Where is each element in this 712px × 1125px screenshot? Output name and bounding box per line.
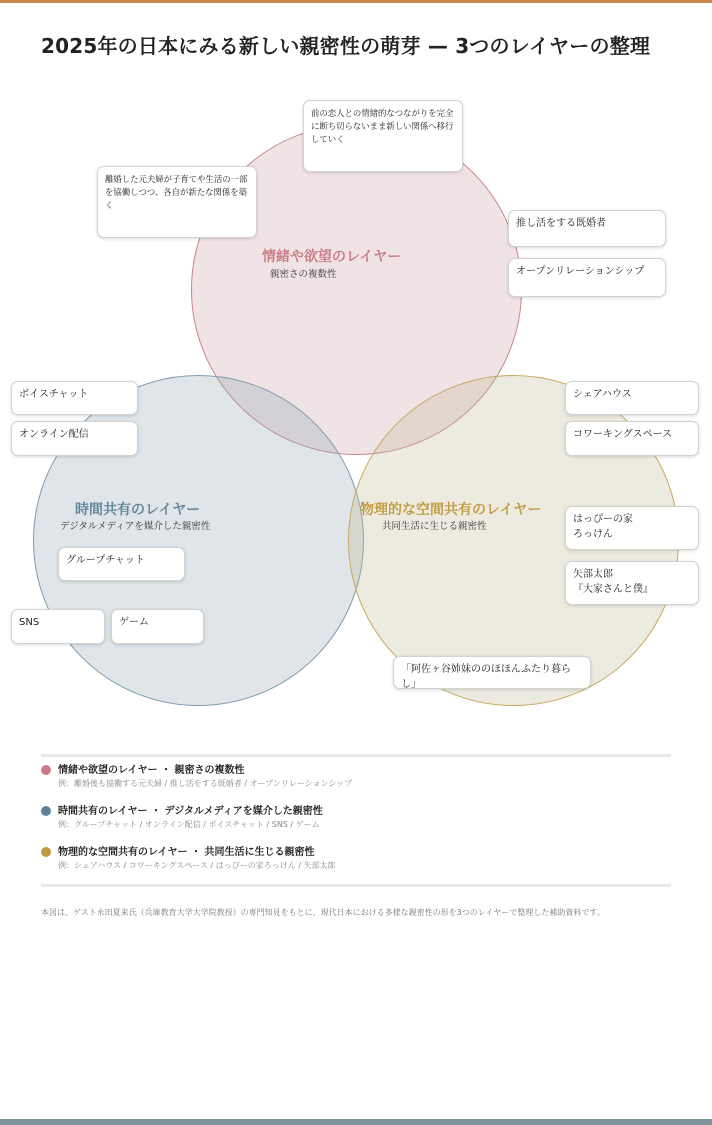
legend-time-examples: 例：グループチャット / オンライン配信 / ボイスチャット / SNS / ゲーム <box>58 820 320 829</box>
legend-dot-space <box>41 847 51 857</box>
legend-dot-time <box>41 806 51 816</box>
item-online-streaming: オンライン配信 <box>11 421 138 456</box>
item-oshi-katsu: 推し活をする既婚者 <box>508 210 666 247</box>
page-title: 2025年の日本にみる新しい親密性の萌芽 — 3つのレイヤーの整理 <box>41 34 651 58</box>
bottom-bar <box>0 1119 712 1125</box>
legend-emotion-examples: 例：離婚後も協働する元夫婦 / 推し活をする既婚者 / オープンリレーションシップ <box>58 779 353 788</box>
legend-top-divider <box>41 754 671 757</box>
top-accent-bar <box>0 0 712 3</box>
item-ex-lover: 前の恋人との情緒的なつながりを完全に断ち切らないまま新しい関係へ移行していく <box>303 100 463 172</box>
item-asagaya-sisters: 「阿佐ヶ谷姉妹ののほほんふたり暮らし」 <box>393 656 591 689</box>
time-layer-title: 時間共有のレイヤー <box>75 502 201 518</box>
emotion-layer-title: 情緒や欲望のレイヤー <box>262 249 402 265</box>
emotion-layer-subtitle: 親密さの複数性 <box>270 269 337 280</box>
footnote: 本図は、ゲスト永田夏来氏（兵庫教育大学大学院教授）の専門知見をもとに、現代日本における多様な親密性の形を3つのレイヤーで整理した補助資料です。 <box>41 908 605 917</box>
item-yabe-taro: 矢部太郎 『大家さんと僕』 <box>565 561 699 605</box>
item-group-chat: グループチャット <box>58 547 185 581</box>
space-layer-subtitle: 共同生活に生じる親密性 <box>382 521 487 532</box>
item-open-relationship: オープンリレーションシップ <box>508 258 666 297</box>
legend-space-heading: 物理的な空間共有のレイヤー ・ 共同生活に生じる親密性 <box>58 847 315 858</box>
item-happy-house: はっぴーの家 ろっけん <box>565 506 699 550</box>
item-sns: SNS <box>11 609 105 644</box>
legend-space-examples: 例：シェアハウス / コワーキングスペース / はっぴーの家ろっけん / 矢部太郎 <box>58 861 336 870</box>
space-layer-title: 物理的な空間共有のレイヤー <box>360 502 542 518</box>
legend-bottom-divider <box>41 884 671 887</box>
item-divorced-couple: 離婚した元夫婦が子育てや生活の一部を協働しつつ、各自が新たな関係を築く <box>97 166 257 238</box>
legend-emotion-heading: 情緒や欲望のレイヤー ・ 親密さの複数性 <box>58 765 245 776</box>
item-voice-chat: ボイスチャット <box>11 381 138 415</box>
item-game: ゲーム <box>111 609 204 644</box>
item-share-house: シェアハウス <box>565 381 699 415</box>
time-layer-subtitle: デジタルメディアを媒介した親密性 <box>60 521 211 532</box>
legend-dot-emotion <box>41 765 51 775</box>
legend-time-heading: 時間共有のレイヤー ・ デジタルメディアを媒介した親密性 <box>58 806 323 817</box>
item-coworking-space: コワーキングスペース <box>565 421 699 456</box>
